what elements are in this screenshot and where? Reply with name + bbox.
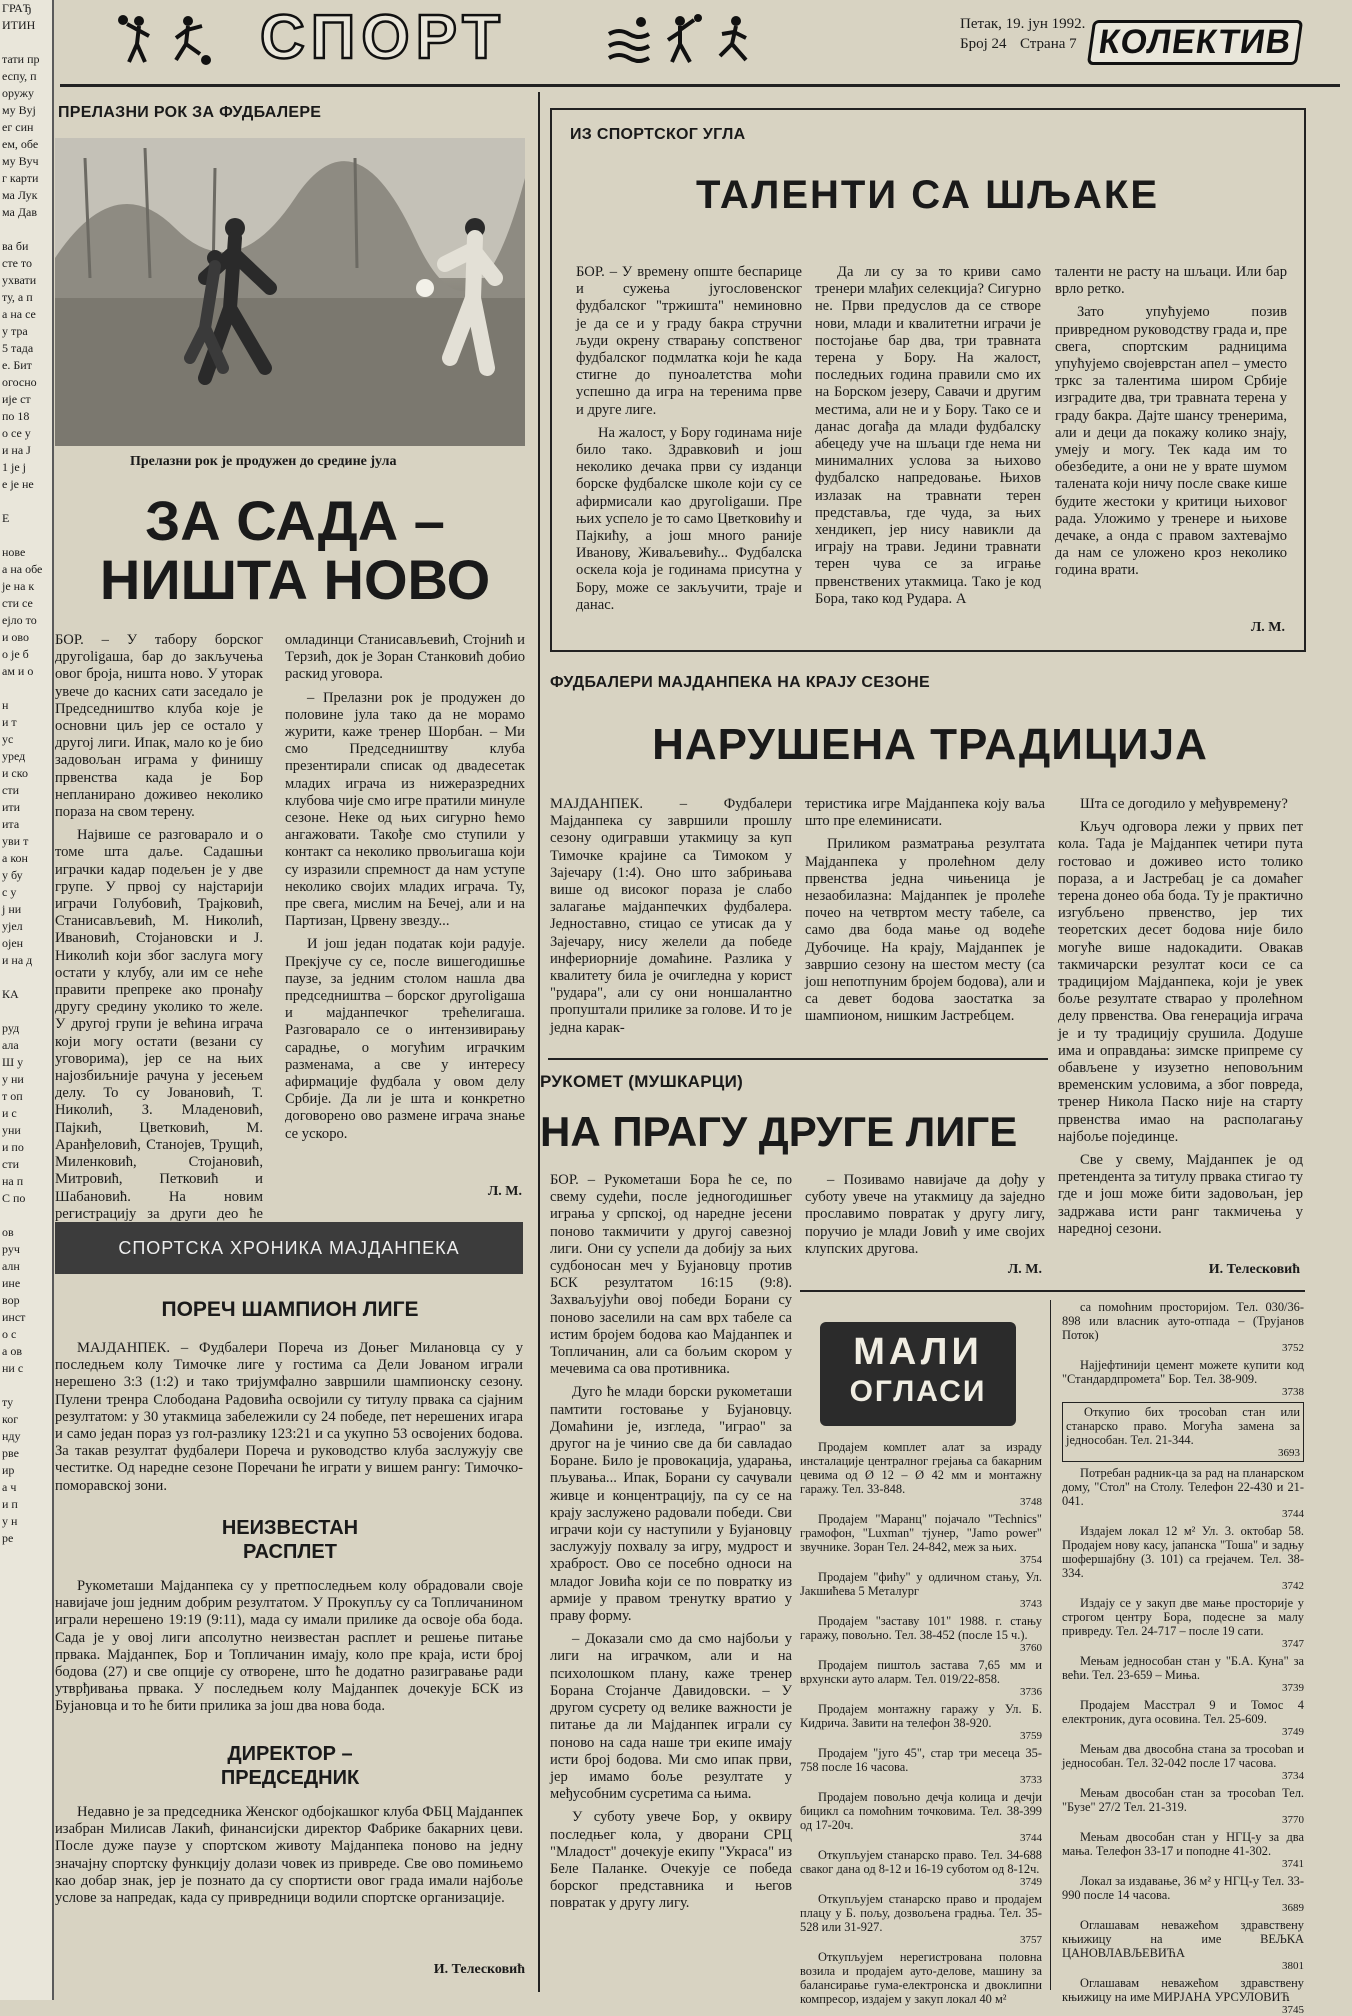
chronicle-paragraph-1: МАЈДАНПЕК. – Фудбалери Поречa из Доњег Милановца су у последњем колу Тимочке лиге у гостима са Дели Јованом играли нерешено 3:3 (1:2) и тако тријумфално завршили шампионску сезону. Пулени тренра Слободана Радовића освојили су титулу првака са сјајним резултатом: у 30 утакмица забележили су 24 победе, пет нерешених игара и само један пораз уз гол-разлику 123:21 и са укупно 53 освојених бодова. За такав резултат фудбалери Поречa и руководство клуба заслужују све честитке. Од наредне сезоне Поречани ће играти у вишем рангу: Тимочко-поморавској зони. <box>55 1340 523 1494</box>
previous-page-line: ов <box>2 1225 14 1239</box>
classified-ad-text: Оглашавам неважећом здравствену књижицу на име МИРЈАНА УРСУЛОВИЋ <box>1062 1976 1304 2004</box>
article-column-1 <box>55 632 263 1222</box>
classified-ad-number: 3747 <box>1282 1638 1304 1650</box>
previous-page-line: ам и о <box>2 664 34 678</box>
previous-page-line: и п <box>2 1497 18 1511</box>
paragraph: – Доказали смо да смо најбољи у лиги на играчком, али и на психолошком плану, каже тренер Борана Стојанче Давидовски. – У другом сусрету од велике важности је питање да ли Мајданпек играли су поново на сада наше три екипе имају исти број бодова. Ми смо ипак први, јер имамо боље резултате у међусобним сусретима са њима. <box>550 1631 792 1803</box>
classified-ad-number: 3757 <box>1020 1934 1042 1946</box>
previous-page-line: ва би <box>2 239 29 253</box>
previous-page-line: сте то <box>2 256 32 270</box>
classified-ad-number: 3742 <box>1282 1580 1304 1592</box>
previous-page-line: оружу <box>2 86 34 100</box>
previous-page-line: ког <box>2 1412 19 1426</box>
corner-signature: Л. М. <box>1250 620 1285 635</box>
previous-page-line: ије ст <box>2 392 31 406</box>
heading-line: ПРЕДСЕДНИК <box>220 1767 360 1789</box>
chronicle-band: СПОРТСКА ХРОНИКА МАЈДАНПЕКА <box>55 1222 523 1274</box>
classified-ad-text: Продајем комплет алат за израду инсталације централног грејања са бакарним цевима од Ø 12 – Ø 42 мм и монтажну гаражу. Тел. 33-848. <box>800 1440 1042 1496</box>
classified-ad-text: Издајем локал 12 м² Ул. 3. октобар 58. Продајем нову касу, јапанска "Тоша" и задњу шофершајбну (3. 101) са грејачем. Тел. 38-334. <box>1062 1524 1304 1580</box>
chronicle-signature: И. Телесковић <box>433 1962 525 1977</box>
classifieds-column-1 <box>800 1440 1042 2006</box>
previous-page-line: ма Дав <box>2 205 38 219</box>
classified-ad-text: Продајем монтажну гаражу у Ул. Б. Кидрича. Завити на телефон 38-920. <box>800 1702 1042 1730</box>
chronicle-heading-1: ПОРЕЧ ШАМПИОН ЛИГЕ <box>161 1298 419 1321</box>
previous-page-line: му Вуч <box>2 154 39 168</box>
previous-page-line: је на к <box>2 579 35 593</box>
previous-page-line: и т <box>2 715 17 729</box>
previous-page-line: ејло то <box>2 613 37 627</box>
previous-page-line: 1 је ј <box>2 460 26 474</box>
classified-ad-text: Оглашавам неважећом здравствену књижицу на име ВЕЉКА ЦАНОВЛАВЉЕВИЋА <box>1062 1918 1304 1960</box>
classified-ad-text: Продајем "југо 45", стар три месеца 35-758 после 16 часова. <box>800 1746 1042 1774</box>
classified-ad <box>800 1440 1042 1508</box>
paragraph: теристика игре Мајданпека коју ваља што пре елеминисати. <box>805 796 1045 830</box>
previous-page-line: у н <box>2 1514 18 1528</box>
previous-page-line: С по <box>2 1191 26 1205</box>
classified-ad-text: Мењам двособан стан у НГЦ-у за два мања. Телефон 33-17 и поподне 41-302. <box>1062 1830 1304 1858</box>
article-headline <box>60 489 530 611</box>
classified-ad <box>800 1848 1042 1888</box>
paragraph: Шта се догодило у међувремену? <box>1080 796 1288 812</box>
classified-ad-text: Издају се у закуп две мање просторије у строгом центру Бора, подесне за малу привреду. Тел. 24-717 – после 19 сати. <box>1062 1596 1304 1638</box>
classified-ad <box>800 1746 1042 1786</box>
heading-line: НЕИЗВЕСТАН <box>221 1517 359 1539</box>
previous-page-line: ту, а п <box>2 290 33 304</box>
majdanpek-rule <box>548 1058 1048 1060</box>
corner-column-2 <box>815 264 1041 639</box>
previous-page-line: нду <box>2 1429 21 1443</box>
classified-ad-text: са помоћним просторијом. Тел. 030/36-898 или власник ауто-отпада – (Трујанов Поток) <box>1062 1300 1304 1342</box>
page-number: Страна 7 <box>1020 36 1077 52</box>
classified-ad-number: 3744 <box>1282 1508 1304 1520</box>
previous-page-line: ита <box>2 817 20 831</box>
classified-ad-number: 3801 <box>1282 1960 1304 1972</box>
previous-page-line: 5 тада <box>2 341 34 355</box>
previous-page-line: ту <box>2 1395 14 1409</box>
paragraph: омладинци Станисављевић, Стојнић и Терзић, док је Зоран Станковић добио раскид уговора. <box>285 632 525 683</box>
paragraph: Да ли су за то криви само тренери млађих селекција? Сигурно не. Први предуслов да се створе нови, млади и квалитетни играчи је постојање бар два, три травната терена у Бору. На жалост, последњих година правили смо их на Борском језеру, Савачи и другим местима, али не и у Бору. Тако се и данас догађа да млади фудбалску абецеду уче на шљаци где нема ни минималних услова за њихово фудбалско напредовање. Њихов излазак на травнати терен представља, где чуда, за њих хендикеп, јер нису навикли да играју на трави. Једини травнати терен чува се за играње првенствених утакмица. Тако је код Бора, тако код Рудара. А <box>815 264 1041 607</box>
previous-page-line: и с <box>2 1106 17 1120</box>
paragraph: БОР. – У табору борског другoligaша, бар до закључења овог броја, ништа ново. У уторак увече до касних сати заседало је Председништво клуба које је основни циљ јер се остало у другој лиги. Ипак, мало ко је био задовољан игрaма у финишу првенства када је Бор непланирано доживео неколико пораза на свом терену. <box>55 632 263 821</box>
previous-page-line: а ов <box>2 1344 22 1358</box>
handball-pictogram-icon <box>660 14 704 66</box>
previous-page-line: сти <box>2 783 19 797</box>
classified-ad-number: 3770 <box>1282 1814 1304 1826</box>
handball-column-1 <box>550 1172 792 1987</box>
paragraph: Највише се разговарало и о томе шта даље. Садашњи играчки кадар подељен је у две групе. У првој су најстарији играчи Голубовић, Трајковић, Станисављевић, М. Николић, Ивановић, Стојановски и Ј. Николић који због заслуга могу остати у клубу, али им се неће правити препреке ако пронађу другу средину уколико то желе. У другој групи је већина играча који могу остати (везани су уговорима), јер се на њих најозбиљније рачуна у јесењем делу. То су Јовановић, Т. Николић, З. Младеновић, Пајкић, Цветковић, М. Аранђеловић, Станојев, Трущић, Миленковић, Стојановић, Митровић, Петковић и Шабановић. На новим регистрацију за други део ће <box>55 827 263 1222</box>
football-scene-image <box>55 138 525 446</box>
previous-page-line: с у <box>2 885 17 899</box>
classified-ad <box>1062 1874 1304 1914</box>
classified-ad <box>800 1702 1042 1742</box>
previous-page-line: ма Лук <box>2 188 38 202</box>
majdanpek-signature: И. Телесковић <box>1208 1262 1300 1277</box>
classified-ad-number: 3749 <box>1020 1876 1042 1888</box>
previous-page-line: и ово <box>2 630 30 644</box>
classified-ad <box>1062 1654 1304 1694</box>
previous-page-line <box>0 221 52 238</box>
previous-page-line: огосно <box>2 375 37 389</box>
handball-headline: НА ПРАГУ ДРУГЕ ЛИГЕ <box>540 1108 1018 1155</box>
paragraph: И још један податак који радује. Прекјуче су се, после вишегодишње паузе, за једним столом нашла два председништва – борског другoligaша и мајданпечког трећелигаша. Разговарало се о интензивирању сарадње, о могућим играчким разменама, а све у интересу афирмације фудбала у овом делу Србије. Да ли је шта и конкретно договорено ово размене играча знање се ускоро. <box>285 936 525 1142</box>
corner-column-1 <box>576 264 802 639</box>
classified-ad <box>1062 1300 1304 1354</box>
classified-ad-number: 3759 <box>1020 1730 1042 1742</box>
paragraph: Кључ одговора лежи у првих пет кола. Тада је Мајданпек четири пута гостовао и доживео исто толико пораза, а и Јастребац је са домаћег терена донео оба бода. Ту је практично изгубљено првенство, јер тих теоретских десет бодова није било могуће више надокадити. Овакав такмичарски резултат коси се са традицијом Мајданпека, који је увек боље резултате стварао у пролећном делу првенства. Ова генерација играча је и ту традицију срушила. Додуше има и оправдања: зимске припреме су обављене у изузетно неповољним временским условима, а због повреда, тренер Никола Паско није на старту првенства имао на располагању најбоље појединце. <box>1058 819 1303 1145</box>
classified-ad <box>1062 1596 1304 1650</box>
previous-page-line: ојен <box>2 936 24 950</box>
classified-ad-number: 3754 <box>1020 1554 1042 1566</box>
classifieds-logo-line-2: ОГЛАСИ <box>849 1375 987 1408</box>
previous-page-line: ир <box>2 1463 15 1477</box>
majdanpek-headline: НАРУШЕНА ТРАДИЦИЈА <box>652 720 1208 769</box>
classified-ad <box>1062 1976 1304 2016</box>
previous-page-line <box>0 969 52 986</box>
masthead-rule <box>60 84 1340 87</box>
previous-page-line: рве <box>2 1446 19 1460</box>
previous-page-line <box>0 1003 52 1020</box>
classified-ad-text: Продајем "заставу 101" 1988. г. стању гаражу, повољно. Тел. 38-452 (после 15 ч.). <box>800 1614 1042 1642</box>
paragraph: Зато упућујемо позив привредном руководству града и, пре свега, спортским радницима упућујемо својеврстан апел – уместо тркс за талентима широм Србије изградите два, три травната терена у граду бакра. Дајте шансу тренерима, али и деци да покажу колико знају, умеју и могу. Тек када им то обезбедите, а они не у вратe шумом талената који ничу после сваке кише будите жестоки у критици њиховог рада. Уложимо у тренере и њихове дечаке, а онда с правом захтевајмо да нам се уложено кроз неколико година врати. <box>1055 304 1287 579</box>
previous-page-line: о с <box>2 1327 17 1341</box>
previous-page-line: а на се <box>2 307 36 321</box>
basketball-pictogram-icon <box>115 14 159 66</box>
article-column-2 <box>285 632 525 1187</box>
previous-page-line: сти <box>2 1157 19 1171</box>
article-kicker: ПРЕЛАЗНИ РОК ЗА ФУДБАЛЕРЕ <box>58 104 322 121</box>
paragraph: БОР. – Рукометаши Бора ће се, по свему судећи, после једногодишњег играња у српској, од наредне јесени поново такмичити у другој савезној лиги. Они су успели да добију за њих судбоносан меч у Бујановцу против БСК резултатом 16:15 (9:8). Захваљујући овој победи Борани су поново заселили на сам врх табеле са истим бројем бодова као Мајданпек и Топличанин, али са бољим скором у мечевима са ова противника. <box>550 1172 792 1378</box>
paragraph: Приликом разматрања резултата Мајданпека у пролећном делу првенства једна чињеница је незаобилазна: Мајданпек је пролеће почео на четвртом месту табеле, са само два бода мање од водеће Дубочице. На крају, Мајданпек је завршио сезону на шестом месту (са још непотпуним бројем бодова), али и са девет бодова заостатка за шампионом, нишким Јастребцем. <box>805 836 1045 1025</box>
previous-page-line: инст <box>2 1310 26 1324</box>
previous-page-line: руч <box>2 1242 20 1256</box>
previous-page-line <box>0 34 52 51</box>
classified-ad-number: 3760 <box>1020 1642 1042 1654</box>
corner-headline: ТАЛЕНТИ СА ШЉАКЕ <box>695 173 1160 217</box>
previous-page-line: Ш у <box>2 1055 24 1069</box>
previous-page-line: у ни <box>2 1072 24 1086</box>
majdanpek-kicker: ФУДБАЛЕРИ МАЈДАНПЕКА НА КРАЈУ СЕЗОНЕ <box>550 674 930 691</box>
chronicle-paragraph-2: Рукометаши Мајданпека су у претпоследњем колу обрадовали своје навијаче још једним добрим резултатом. У Прокупљу су са Топличанином играли нерешено 19:19 (9:11), мада су имали прилике да освоје оба бода. Сада је у овој лиги апсолутно неизвестан расплет и решење питање првака. Мајданпек, Бор и Топличанин имају, коло пре краја, исти број бодова (27) и све опције су отворене, што ће додатно разигравање ради утврђивања првака. У последњем колу Мајданпек дочекује БСК из Бујановца и то ће бити прилика за још два нова бода. <box>55 1578 523 1715</box>
previous-page-line: вор <box>2 1293 20 1307</box>
classified-ad-text: Продајем Масстрал 9 и Томос 4 електроник, дуга осовина. Тел. 25-609. <box>1062 1698 1304 1726</box>
previous-page-line: у тра <box>2 324 28 338</box>
classified-ad <box>800 1570 1042 1610</box>
classified-ad-number: 3733 <box>1020 1774 1042 1786</box>
handball-kicker: РУКОМЕТ (МУШКАРЦИ) <box>540 1072 744 1091</box>
classified-ad-number: 3738 <box>1282 1386 1304 1398</box>
photo-caption: Прелазни рок је продужен до средине јула <box>130 454 397 469</box>
previous-page-line: о се у <box>2 426 31 440</box>
previous-page-line <box>0 493 52 510</box>
previous-page-line <box>0 1207 52 1224</box>
handball-signature: Л. М. <box>1007 1262 1042 1277</box>
headline-line-1: ЗА САДА – <box>145 489 445 552</box>
previous-page-line: ала <box>2 1038 19 1052</box>
previous-page-line: нове <box>2 545 26 559</box>
paragraph: Све у свему, Мајданпек је од претендента за титулу првака стигао ту где и још може бити задовољан, јер задржава исти ранг такмичења у наредној сезони. <box>1058 1152 1303 1237</box>
classifieds-divider <box>1050 1300 1051 1990</box>
previous-page-line: сти се <box>2 596 33 610</box>
classified-ad-number: 3745 <box>1282 2004 1304 2016</box>
classified-ad-text: Продајем пиштољ застава 7,65 мм и врхунски ауто аларм. Тел. 019/22-858. <box>800 1658 1042 1686</box>
previous-page-line: ус <box>2 732 14 746</box>
previous-page-line: ег син <box>2 120 34 134</box>
chronicle-paragraph-3: Недавно је за председника Женског одбојкашког клуба ФБЦ Мајданпек изабран Милисав Лакић, финансијски директор Фабрике бакарних цеви. После дуже паузе у спортском животу Мајданпека поново на једну значајну спортску функцију долази човек из привреде. Све ово помињемо као добар знак, јер је познато да су спортисти овог града имали најбоље услове за напредак, када су привредници водили спортске организације. <box>55 1804 523 1907</box>
classified-ad-number: 3741 <box>1282 1858 1304 1870</box>
newspaper-logo: КОЛЕКТИВ <box>1087 20 1304 65</box>
previous-page-line: алн <box>2 1259 20 1273</box>
classified-ad <box>800 1950 1042 2006</box>
football-pictogram-icon <box>168 14 212 66</box>
paragraph: Дуго ће млади борски рукометаши памтити гостовање у Бујановцу. Домаћини је, изгледа, "играо" за другог на је чинио све да би савладао Боране. Било је провокација, ударања, пљувања... Ипак, Борани су сачували живце и концентрацију, па су се на крају заслужено радовали победи. Сви играчи који су наступили у Бујановцу заслужују похвалу за игру, мудрост и храброст. Ово се посебно односи на младог Јовића који се по повратку из армије у правом тренутку вратио у праву форму. <box>550 1384 792 1625</box>
classified-ad-text: Локал за издавање, 36 м² у НГЦ-у Тел. 33-990 после 14 часова. <box>1062 1874 1304 1902</box>
column-divider <box>538 92 540 1992</box>
classifieds-column-2 <box>1062 1300 1304 2016</box>
classified-ad-text: Откупљујем станарско право и продајем плацу у Б. пољу, дозвољена градња. Тел. 35-528 или 31-927. <box>800 1892 1042 1934</box>
handball-rule <box>800 1290 1305 1292</box>
classified-ad-text: Мењам једнособан стан у "Б.А. Куна" за већи. Тел. 23-659 – Миња. <box>1062 1654 1304 1682</box>
swimming-pictogram-icon <box>605 14 655 66</box>
classified-ad-number: 3743 <box>1020 1598 1042 1610</box>
previous-page-line: е је не <box>2 477 34 491</box>
classified-ad-text: Откупио бих тросoban стан или станарско право. Могућа замена за једнособан. Тел. 21-344. <box>1066 1405 1300 1447</box>
classified-ad-number: 3689 <box>1282 1902 1304 1914</box>
classified-ad-text: Продајем повољно дечја колица и дечји бицикл са помоћним точковима. Тел. 38-399 од 17-20ч. <box>800 1790 1042 1832</box>
classified-ad <box>1062 1402 1304 1462</box>
previous-page-line: е. Бит <box>2 358 32 372</box>
paragraph: – Прелазни рок је продужен до половине јула тако да не морамо журити, каже тренер Шорбан. – Ми смо Председништву клуба презентирали списак од двадесетак младих играча из нижеразредних клубова чије смо игре пратили минуле сезоне. Неке од њих сигурно ћемо ангажовати. Такође смо ступили у контакт са неколико првољигаша који су изразили спремност да нам уступе неколико својих младих играча. Ту, пре свега, мислим на Бечеј, али и на Партизан, Црвену звезду... <box>285 689 525 930</box>
heading-line: ДИРЕКТОР – <box>227 1743 353 1765</box>
issue-date: Петак, 19. јун 1992. <box>960 16 1086 32</box>
corner-kicker: ИЗ СПОРТСКОГ УГЛА <box>570 126 746 143</box>
chronicle-heading-2 <box>55 1516 525 1564</box>
paragraph: На жалост, у Бору годинама није било тако. Здравковић и још неколико дечака први су изданци борске фудбалске школе који су се афирмисали као другoligaши. Пре њих успело је то само Цветковићу и Пајкићу, а још много раније Иванову, Живаљевићу... Фудбалска оскела која је годинама присутна у Бору, може се закључити, траје и данас. <box>576 424 802 613</box>
previous-page-line: а ч <box>2 1480 17 1494</box>
section-title: СПОРТ <box>260 3 506 72</box>
previous-page-line: г карти <box>2 171 39 185</box>
classifieds-logo-line-1: МАЛИ <box>853 1331 983 1373</box>
previous-page-line: ити <box>2 800 21 814</box>
classified-ad <box>1062 1830 1304 1870</box>
headline-line-2: НИШТА НОВО <box>99 547 491 611</box>
previous-page-line: Е <box>2 511 10 525</box>
paragraph: У суботу увече Бор, у оквиру последњег кола, у дворани СРЦ "Младост" дочекује екипу "Украса" из Беле Паланке. Очекује се победа борског представника и његов повратак у другу лигу. <box>550 1809 792 1912</box>
previous-page-line: и на д <box>2 953 33 967</box>
previous-page-line: ј ни <box>2 902 22 916</box>
chronicle-heading-3 <box>55 1742 525 1790</box>
classified-ad-text: Потребан радник-ца за рад на планарском дому, "Стол" на Столу. Телефон 22-430 и 21-041. <box>1062 1466 1304 1508</box>
previous-page-line: н <box>2 698 9 712</box>
issue-number: Број 24 <box>960 36 1007 52</box>
classified-ad-text: Најјефтинији цемент можете купити код "Стандардпромета" Бор. Тел. 38-909. <box>1062 1358 1304 1386</box>
classified-ad-number: 3693 <box>1278 1447 1300 1459</box>
classified-ad <box>1062 1918 1304 1972</box>
previous-page-line: ИТИН <box>2 18 36 32</box>
previous-page-line: у бу <box>2 868 23 882</box>
previous-page-line: ем, обе <box>2 137 39 151</box>
handball-column-2 <box>805 1172 1045 1272</box>
majdanpek-column-3 <box>1058 796 1303 1256</box>
paragraph: МАЈДАНПЕК. – Фудбалери Мајданпека су завршили прошлу сезону одигравши утакмицу за куп Тимочке крајине са Тимоком у Зајечару (1:4). Оно што забрињава више од високог пораза је слабо залагање мајданпечких фудбалера. Једноставно, стицао се утисак да у Зајечару, нису желели да победе инфериорније домаћине. Разлика у квалитету била је очигледна у корист "рудара", али су они ноншалантно пропуштали прилике за голове. И то је једна карак- <box>550 796 792 1036</box>
previous-page-line: КА <box>2 987 19 1001</box>
previous-page-line: и ско <box>2 766 28 780</box>
classified-ad <box>800 1614 1042 1654</box>
football-photo <box>55 138 525 446</box>
previous-page-line: а кон <box>2 851 28 865</box>
previous-page-line <box>0 1377 52 1394</box>
classified-ad-number: 3734 <box>1282 1770 1304 1782</box>
classified-ad-text: Мењам двособан стан за тросoban Тел. "Бузе" 27/2 Тел. 21-319. <box>1062 1786 1304 1814</box>
classified-ad-number: 3748 <box>1020 1496 1042 1508</box>
classified-ad-number: 3752 <box>1282 1342 1304 1354</box>
classified-ad-text: Продајем "фићу" у одличном стању, Ул. Јакшићева 5 Металург <box>800 1570 1042 1598</box>
previous-page-line: тати пр <box>2 52 40 66</box>
classified-ad <box>800 1512 1042 1566</box>
previous-page-line: о је б <box>2 647 29 661</box>
classified-ad <box>1062 1698 1304 1738</box>
heading-line: РАСПЛЕТ <box>243 1541 337 1563</box>
previous-page-line: ре <box>2 1531 14 1545</box>
masthead <box>60 3 1350 76</box>
previous-page-line: и на Ј <box>2 443 31 457</box>
previous-page-line: ујел <box>2 919 23 933</box>
previous-page-line: уни <box>2 1123 21 1137</box>
classified-ad-number: 3749 <box>1282 1726 1304 1738</box>
previous-page-line: ГРАЂ <box>2 1 32 15</box>
previous-page-line: уред <box>2 749 26 763</box>
classified-ad <box>1062 1742 1304 1782</box>
classified-ad <box>1062 1786 1304 1826</box>
previous-page-line: ине <box>2 1276 21 1290</box>
previous-page-line: му Вуј <box>2 103 36 117</box>
previous-page-edge <box>0 0 54 2000</box>
previous-page-line: по 18 <box>2 409 30 423</box>
classifieds-logo <box>820 1322 1016 1426</box>
classified-ad <box>800 1892 1042 1946</box>
classified-ad-text: Откупљујем станарско право. Тел. 34-688 сваког дана од 8-12 и 16-19 суботом од 8-12ч. <box>800 1848 1042 1876</box>
previous-page-line: ни с <box>2 1361 24 1375</box>
classified-ad-number: 3744 <box>1020 1832 1042 1844</box>
paragraph: таленти не расту на шљаци. Или бар врло ретко. <box>1055 264 1287 298</box>
classified-ad <box>800 1658 1042 1698</box>
majdanpek-column-2 <box>805 796 1045 1046</box>
classified-ad <box>1062 1358 1304 1398</box>
classified-ad-number: 3739 <box>1282 1682 1304 1694</box>
previous-page-line: т оп <box>2 1089 23 1103</box>
classified-ad-number: 3736 <box>1020 1686 1042 1698</box>
previous-page-line <box>0 680 52 697</box>
classified-ad <box>1062 1466 1304 1520</box>
majdanpek-column-1 <box>550 796 792 1046</box>
previous-page-line <box>0 527 52 544</box>
paragraph: – Позивамо навијаче да дођу у суботу увече на утакмицу да заједно прославимо повратак у другу лигу, поручио је млади Јовић у име својих клупских другова. <box>805 1172 1045 1257</box>
classified-ad-text: Мењам два двособна стана за тросoban и једнособан. Тел. 32-042 после 17 часова. <box>1062 1742 1304 1770</box>
previous-page-line: и по <box>2 1140 24 1154</box>
previous-page-line: ухвати <box>2 273 37 287</box>
classified-ad-text: Откупљујем нерегистрована половна возила и продајем ауто-делове, машину за балансирање гума-електронска и двоклипни компресор, издајем у закуп локал 40 м² <box>800 1950 1042 2006</box>
paragraph: БОР. – У времену опште беспарице и сужења југословенског фудбалског "тржишта" неминовно је да се и у граду бакра стручни људи окрену стварању сопственог фудбалског подмлатка који ће када стигне до пуноалетства моћи успешно да игра на теренима прве и друге лиге. <box>576 264 802 418</box>
runner-pictogram-icon <box>712 14 756 66</box>
previous-page-line: а на обе <box>2 562 43 576</box>
article-signature: Л. М. <box>487 1184 522 1199</box>
previous-page-line: уви т <box>2 834 29 848</box>
previous-page-line: руд <box>2 1021 20 1035</box>
classified-ad <box>1062 1524 1304 1592</box>
previous-page-line: еспу, п <box>2 69 37 83</box>
corner-column-3 <box>1055 264 1287 619</box>
classified-ad <box>800 1790 1042 1844</box>
classified-ad-text: Продајем "Маранц" појачало "Technics" грамофон, "Luxman" тјунер, "Jamo power" звучнике. Зоран Тел. 24-842, меж за њих. <box>800 1512 1042 1554</box>
previous-page-line: на п <box>2 1174 24 1188</box>
